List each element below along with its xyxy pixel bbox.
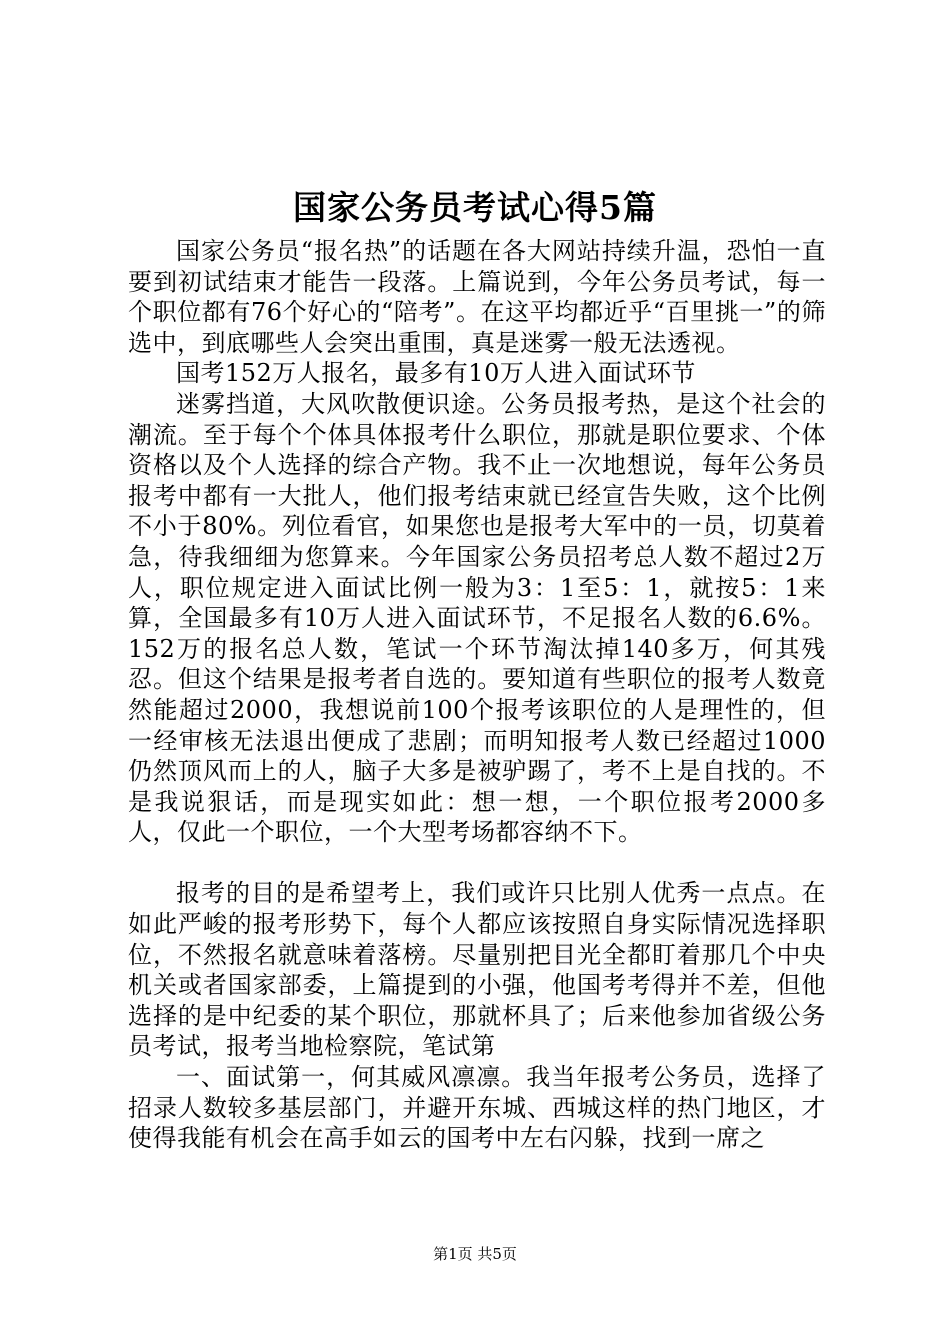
paragraph-intro: 国家公务员“报名热”的话题在各大网站持续升温，恐怕一直要到初试结束才能告一段落。上篇说到，今年公务员考试，每一个职位都有76个好心的“陪考”。在这平均都近乎“百里挑一”的筛选中，到底哪些人会突出重围，真是迷雾一般无法透视。 — [128, 237, 826, 357]
paragraph-interview: 一、面试第一，何其威风凛凛。我当年报考公务员，选择了招录人数较多基层部门，并避开东城、西城这样的热门地区，才使得我能有机会在高手如云的国考中左右闪躲，找到一席之 — [128, 1063, 826, 1153]
paragraph-spacer — [128, 848, 826, 879]
paragraph-analysis: 迷雾挡道，大风吹散便识途。公务员报考热，是这个社会的潮流。至于每个个体具体报考什么职位，那就是职位要求、个体资格以及个人选择的综合产物。我不止一次地想说，每年公务员报考中都有一大批人，他们报考结束就已经宣告失败，这个比例不小于80%。列位看官，如果您也是报考大军中的一员，切莫着急，待我细细为您算来。今年国家公务员招考总人数不超过2万人，职位规定进入面试比例一般为3：1至5：1，就按5：1来算，全国最多有10万人进入面试环节，不足报名人数的6.6%。152万的报名总人数，笔试一个环节淘汰掉140多万，何其残忍。但这个结果是报考者自选的。要知道有些职位的报考人数竟然能超过2000，我想说前100个报考该职位的人是理性的，但一经审核无法退出便成了悲剧；而明知报考人数已经超过1000仍然顶风而上的人，脑子大多是被驴踢了，考不上是自找的。不是我说狠话，而是现实如此：想一想，一个职位报考2000多人，仅此一个职位，一个大型考场都容纳不下。 — [128, 389, 826, 847]
paragraph-subheading: 国考152万人报名，最多有10万人进入面试环节 — [176, 359, 696, 388]
document-body — [128, 236, 826, 1154]
page-footer: 第1页 共5页 — [433, 1245, 517, 1263]
document-title: 国家公务员考试心得5篇 — [293, 188, 657, 227]
paragraph-advice: 报考的目的是希望考上，我们或许只比别人优秀一点点。在如此严峻的报考形势下，每个人都应该按照自身实际情况选择职位，不然报名就意味着落榜。尽量别把目光全都盯着那几个中央机关或者国家部委，上篇提到的小强，他国考考得并不差，但他选择的是中纪委的某个职位，那就杯具了；后来他参加省级公务员考试，报考当地检察院，笔试第 — [128, 879, 826, 1061]
